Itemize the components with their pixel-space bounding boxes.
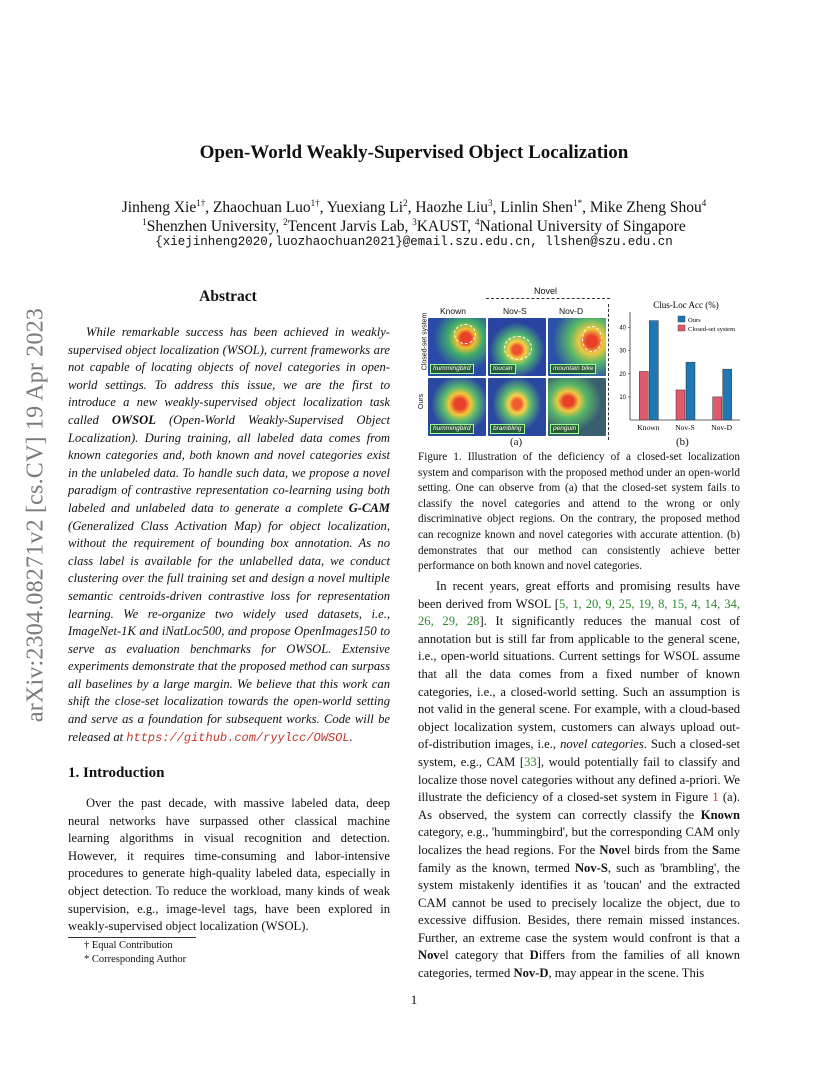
bar-closed-set [639, 371, 648, 420]
right-column-body: In recent years, great efforts and promising results have been derived from WSOL [5, 1, 20, 9, 25, 19, 8, 15, 4, 14, 34, 26, 29, 28]. It significantly reduces the manual cost of annotation but is still far from applicable to the general scene, i.e., open-world situations. Current settings for WSOL assume that all the data comes from a fixed number of known categories, i.e., a closed-world setting. Such an assumption is not valid in the general scene. For example, with a cloud-based object localization system, customers can always upload out-of-distribution images, i.e., novel categories. Such a closed-set system, e.g., CAM [33], would potentially fail to classify and localize those novel categories without any defined a-priori. We illustrate the deficiency of a closed-set system in Figure 1 (a). As observed, the system can correctly classify the Known category, e.g., 'hummingbird', but the corresponding CAM only localizes the head regions. For the Novel birds from the Same family as the known, termed Nov-S, such as 'brambling', the system mistakenly identifies it as 'toucan' and the extracted CAM cannot be used to precisely localize the object, due to excessive diffusion. Besides, there remain missed instances. Further, an extreme case the system would confront is that a Novel category that Differs from the families of all known categories, termed Nov-D, may appear in the scene. This [418, 579, 741, 981]
legend-label: Closed-set system [688, 326, 736, 333]
heatmap-nov-s-closed [488, 318, 546, 376]
author: Jinheng Xie$^{1\dagger}$ [121, 198, 206, 217]
footnote-divider [68, 937, 196, 938]
bar-closed-set [713, 397, 722, 420]
heatmap-nov-d-closed [548, 318, 606, 376]
y-tick-label: 20 [619, 371, 626, 378]
arxiv-sidebar [18, 275, 54, 755]
code-link[interactable]: https://github.com/ryylcc/OWSOL [126, 730, 350, 745]
subfigure-label-a: (a) [510, 436, 523, 448]
citation-cam[interactable]: 33 [524, 754, 537, 769]
bar-ours [686, 362, 695, 420]
abstract-body: While remarkable success has been achieved in weakly-supervised object localization (WSOL), current frameworks are not capable of locating objects of novel categories in open-world settings. To address this issue, we are the first to introduce a new weakly-supervised object localization task called OWSOL (Open-World Weakly-Supervised Object Localization). During training, all labeled data comes from known categories and, both known and novel categories exist in the unlabeled data. To handle such data, we propose a novel paradigm of contrastive representation co-learning using both labeled and unlabeled data to generate a complete G-CAM (Generalized Class Activation Map) for object localization, without the requirement of bounding box annotation. As no class label is available for the unlabelled data, we conduct clustering over the full training set and design a novel multiple semantic centroids-driven contrastive loss for representation learning. We re-organize two widely used datasets, i.e., ImageNet-1K and iNatLoc500, and propose OpenImages150 to serve as evaluation benchmarks for OWSOL. Extensive experiments demonstrate that the proposed method can surpass all baselines by a large margin. We believe that this work can shift the close-set localization towards the open-world setting and serve as a foundation for subsequent works. Code will be released at https://github.com/ryylcc/OWSOL. [68, 325, 390, 745]
heatmap-known-closed [428, 318, 486, 376]
attention-circle [454, 324, 476, 344]
x-tick-label: Nov-S [675, 423, 695, 432]
chart-title: Clus-Loc Acc (%) [653, 300, 719, 310]
col-label-nov-d: Nov-D [559, 306, 584, 316]
author: Haozhe Liu$^3$ [415, 198, 493, 217]
author-list: Jinheng Xie$^{1\dagger}$, Zhaochuan Luo$^{1\dagger}$, Yuexiang Li$^2$, Haozhe Liu$^3$, Linlin Shen$^{1*}$, Mike Zheng Shou$^4$ [121, 198, 707, 217]
affiliation-list: $^1$Shenzhen University, $^2$Tencent Jarvis Lab, $^3$KAUST, $^4$National University of Singapore [142, 217, 686, 236]
bar-ours [649, 321, 658, 420]
clus-loc-accuracy-chart [612, 298, 744, 446]
page-number: 1 [410, 992, 418, 1007]
bar-ours [723, 369, 732, 420]
heatmap-known-ours [428, 378, 486, 436]
x-tick-label: Nov-D [711, 423, 733, 432]
footnote-corresponding-author: * Corresponding Author [84, 954, 187, 965]
figure-1 [414, 286, 744, 446]
row-label-closed-set: Closed-set system [421, 312, 429, 371]
y-tick-label: 10 [619, 394, 626, 401]
y-tick-label: 30 [619, 348, 626, 355]
legend-swatch [678, 325, 685, 331]
tag-brambling: brambling [490, 424, 525, 434]
attention-circle [582, 326, 602, 352]
attention-circle [504, 336, 532, 360]
introduction-body: Over the past decade, with massive labeled data, deep neural networks have surpassed other classical machine learning algorithms in visual recognition and detection. However, it requires time-consuming and labor-intensive procedures to generate high-quality labeled data, especially in object detection. To reduce the workload, many kinds of weak supervision, e.g., image-level tags, have been explored in weakly-supervised object localization (WSOL). [68, 796, 390, 934]
legend-label: Ours [688, 317, 701, 324]
col-label-known: Known [440, 306, 466, 316]
figure-reference[interactable]: 1 [712, 790, 719, 805]
author: Yuexiang Li$^2$ [326, 198, 408, 217]
arxiv-identifier: arXiv:2304.08271v2 [cs.CV] 19 Apr 2023 [22, 307, 49, 723]
author-emails: {xiejinheng2020,luozhaochuan2021}@email.szu.edu.cn, llshen@szu.edu.cn [155, 235, 673, 249]
abstract-heading: Abstract [199, 288, 257, 305]
bar-closed-set [676, 390, 685, 420]
heatmap-nov-d-ours [548, 378, 606, 436]
tag-toucan: toucan [490, 364, 516, 374]
tag-hummingbird: hummingbird [430, 364, 474, 374]
author: Mike Zheng Shou$^4$ [589, 198, 707, 217]
paper-title: Open-World Weakly-Supervised Object Localization [199, 142, 629, 163]
y-tick-label: 40 [619, 325, 626, 332]
author: Zhaochuan Luo$^{1\dagger}$ [212, 198, 320, 217]
novel-bracket [486, 298, 610, 300]
tag-hummingbird: hummingbird [430, 424, 474, 434]
row-label-ours: Ours [418, 393, 426, 410]
author: Linlin Shen$^{1*}$ [500, 198, 583, 217]
tag-mountain-bike: mountain bike [550, 364, 596, 374]
tag-penguin: penguin [550, 424, 579, 434]
panel-divider [608, 304, 610, 440]
heatmap-nov-s-ours [488, 378, 546, 436]
legend-swatch [678, 316, 685, 322]
subfigure-label-b: (b) [676, 436, 689, 448]
section-heading-introduction: 1. Introduction [68, 765, 165, 781]
col-label-nov-s: Nov-S [503, 306, 527, 316]
footnote-equal-contribution: † Equal Contribution [84, 940, 173, 951]
figure-1-caption: Figure 1. Illustration of the deficiency of a closed-set localization system and comparison with the proposed method under an open-world setting. One can observe from (a) that the closed-set system fails to classify the novel categories and attend to the wrong or only discriminative object regions. On the contrary, the proposed method can recognize known and novel categories with accurate attention. (b) demonstrates that our method can consistently achieve better performance on both known and novel categories. [418, 451, 740, 573]
x-tick-label: Known [637, 423, 660, 432]
citation-list[interactable]: 5, 1, 20, 9, 25, 19, 8, 15, 4, 14, 34, 26, 29, 28 [418, 596, 740, 629]
novel-header: Novel [534, 286, 558, 296]
